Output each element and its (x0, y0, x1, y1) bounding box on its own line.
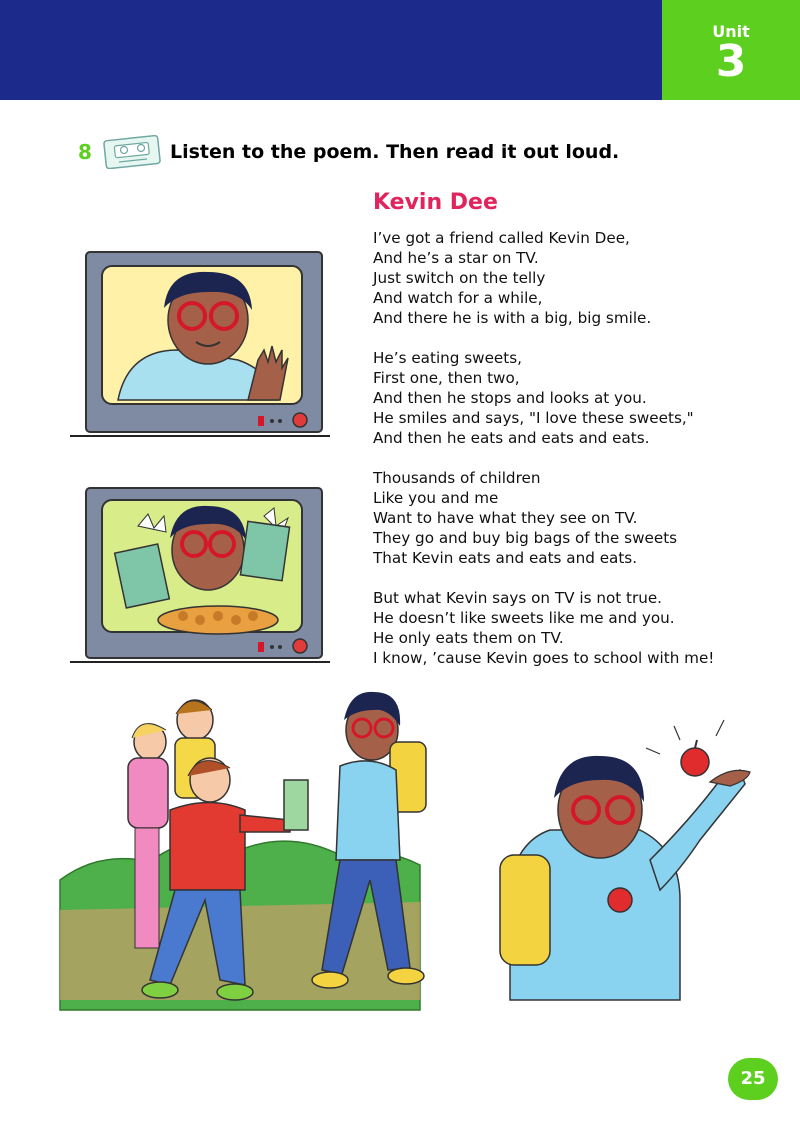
poem-line: Like you and me (373, 489, 499, 507)
children-offering-sweets-and-kevin-with-apple-illustration (40, 680, 780, 1040)
poem-body (373, 228, 783, 688)
poem-line: Thousands of children (373, 469, 541, 487)
cassette-tape-icon (103, 135, 163, 169)
poem-line: He doesn’t like sweets like me and you. (373, 609, 675, 627)
poem-line: He smiles and says, "I love these sweets," (373, 409, 694, 427)
poem-line: Just switch on the telly (373, 269, 546, 287)
poem-line: And then he stops and looks at you. (373, 389, 647, 407)
poem-line: I know, ’cause Kevin goes to school with me! (373, 649, 715, 667)
header-bar (0, 0, 662, 100)
poem-line: I’ve got a friend called Kevin Dee, (373, 229, 630, 247)
poem-line: And then he eats and eats and eats. (373, 429, 650, 447)
poem-stanza-3 (373, 468, 783, 568)
poem-line: But what Kevin says on TV is not true. (373, 589, 663, 607)
poem-line: That Kevin eats and eats and eats. (373, 549, 638, 567)
poem-title: Kevin Dee (373, 190, 498, 215)
poem-line: And he’s a star on TV. (373, 249, 539, 267)
exercise-number: 8 (78, 140, 92, 164)
page-number: 25 (728, 1058, 778, 1100)
poem-line: And watch for a while, (373, 289, 543, 307)
poem-line: He’s eating sweets, (373, 349, 522, 367)
unit-tab (662, 0, 800, 100)
poem-stanza-2 (373, 348, 783, 448)
poem-line: First one, then two, (373, 369, 520, 387)
poem-stanza-4 (373, 588, 783, 668)
tv-kevin-eating-sweets-illustration (68, 486, 330, 666)
poem-stanza-1 (373, 228, 783, 328)
unit-label: Unit (712, 22, 750, 41)
tv-kevin-waving-illustration (68, 250, 330, 440)
unit-number: 3 (715, 36, 747, 87)
poem-line: He only eats them on TV. (373, 629, 564, 647)
poem-line: They go and buy big bags of the sweets (373, 529, 678, 547)
poem-line: Want to have what they see on TV. (373, 509, 638, 527)
poem-line: And there he is with a big, big smile. (373, 309, 652, 327)
exercise-instruction: Listen to the poem. Then read it out loud. (170, 141, 620, 163)
